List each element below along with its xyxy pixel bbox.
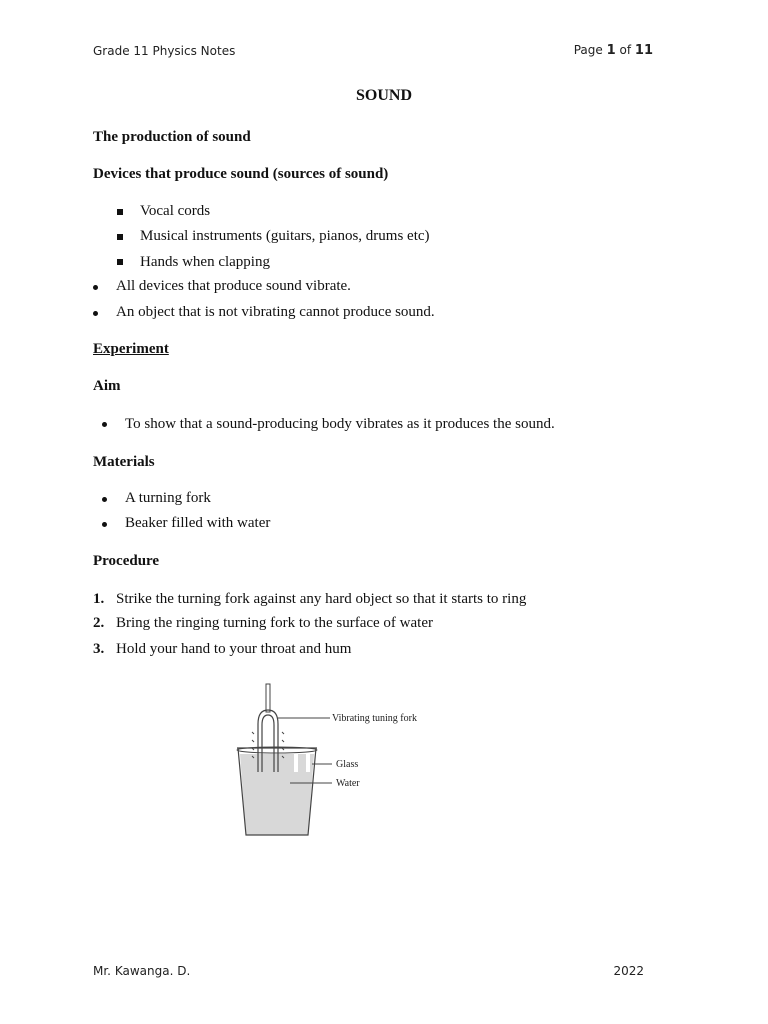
footer-year: 2022 xyxy=(613,964,644,978)
heading-devices: Devices that produce sound (sources of sound) xyxy=(93,166,389,182)
page-number xyxy=(574,43,653,58)
page-of: of xyxy=(619,43,632,57)
list-item: To show that a sound-producing body vibrates as it produces the sound. xyxy=(125,416,555,432)
heading-experiment: Experiment xyxy=(93,341,169,357)
label-fork: Vibrating tuning fork xyxy=(332,713,417,724)
footer-author: Mr. Kawanga. D. xyxy=(93,964,191,978)
heading-production: The production of sound xyxy=(93,129,251,145)
step-number: 2. xyxy=(93,615,105,631)
list-item: Hands when clapping xyxy=(140,254,270,270)
list-item: Beaker filled with water xyxy=(125,515,271,531)
label-water: Water xyxy=(336,778,360,789)
heading-aim: Aim xyxy=(93,378,121,394)
list-item: Strike the turning fork against any hard object so that it starts to ring xyxy=(116,591,527,607)
step-number: 1. xyxy=(93,591,105,607)
page-title: SOUND xyxy=(355,87,412,104)
list-item: A turning fork xyxy=(125,490,211,506)
page-current: 1 xyxy=(606,43,616,58)
list-item: All devices that produce sound vibrate. xyxy=(116,278,351,294)
round-bullet-icon xyxy=(102,422,107,427)
list-item: Bring the ringing turning fork to the surface of water xyxy=(116,615,433,631)
list-item: Hold your hand to your throat and hum xyxy=(116,641,352,657)
round-bullet-icon xyxy=(93,285,98,290)
heading-procedure: Procedure xyxy=(93,553,160,569)
round-bullet-icon xyxy=(102,497,107,502)
square-bullet-icon xyxy=(117,259,123,265)
tuning-fork-diagram xyxy=(232,680,452,845)
round-bullet-icon xyxy=(93,311,98,316)
list-item: Musical instruments (guitars, pianos, drums etc) xyxy=(140,228,430,244)
round-bullet-icon xyxy=(102,522,107,527)
header-title: Grade 11 Physics Notes xyxy=(93,44,236,58)
list-item: Vocal cords xyxy=(140,203,211,219)
square-bullet-icon xyxy=(117,209,123,215)
page-total: 11 xyxy=(634,43,653,58)
list-item: An object that is not vibrating cannot produce sound. xyxy=(116,304,435,320)
step-number: 3. xyxy=(93,641,105,657)
square-bullet-icon xyxy=(117,234,123,240)
heading-materials: Materials xyxy=(93,454,155,470)
label-glass: Glass xyxy=(336,759,359,770)
page-prefix: Page xyxy=(573,43,603,57)
